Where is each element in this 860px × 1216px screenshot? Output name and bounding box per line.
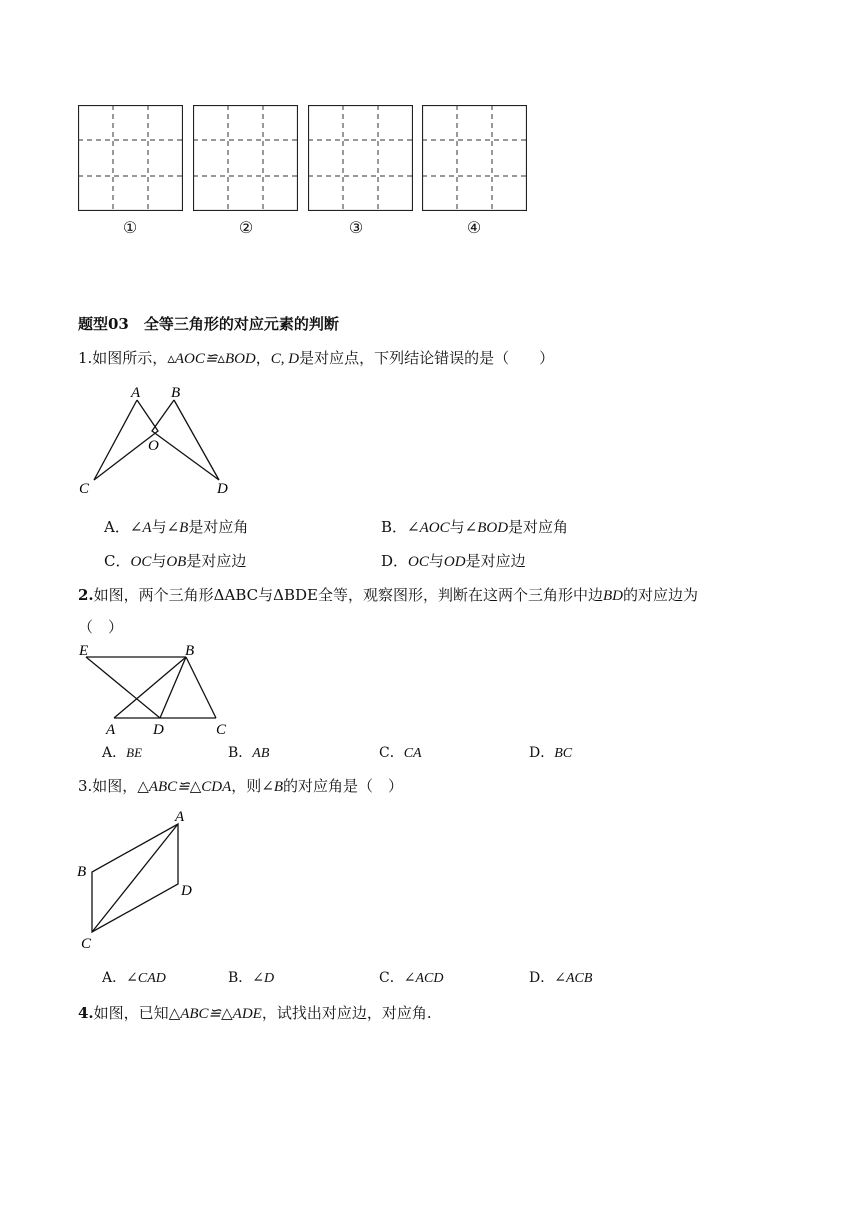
q1-option-c-term2: OB [166,554,187,570]
q1-option-b-letter: B． [381,518,408,536]
q3-label-d: D [181,883,192,899]
q2-text1: 如图，两个三角形ΔABC与ΔBDE全等，观察图形，判断在这两个三角形中边 [93,586,603,604]
q1-suffix: 是对应点，下列结论错误的是（ ） [299,349,555,367]
q3-option-a-letter: A． [102,970,127,986]
q1-option-c-conj: 与 [151,552,167,570]
q3-option-b[interactable] [228,968,274,989]
q1-option-a-conj: 与 [151,518,167,536]
q3-option-c[interactable] [379,968,443,989]
q4-prefix: 如图，已知 [93,1004,169,1022]
q1-option-d-term2: OD [443,554,466,570]
q2-number: 2. [78,586,94,604]
q1-option-a-term1: ∠A [129,520,152,536]
q3-angle: ∠B [261,779,284,795]
q2-option-c-letter: C． [379,745,404,761]
q1-option-b-term1: ∠AOC [407,520,450,536]
q1-label-b: B [171,385,181,401]
q1-label-d: D [217,481,228,497]
q2-option-b-letter: B． [228,745,253,761]
grid-figure-3 [308,105,413,211]
q3-label-a: A [175,809,185,825]
q1-figure [74,380,244,500]
q3-option-c-value: ∠ACD [403,971,444,986]
q2-option-b-value: AB [252,746,270,761]
q3-option-b-letter: B． [228,970,253,986]
q2-figure [74,642,244,737]
q2-text2: 的对应边为 [622,586,698,604]
question-2-stem [78,585,698,606]
q3-option-d-letter: D． [529,970,555,986]
grid-figure-2 [193,105,298,211]
q2-option-a-value: BE [126,745,143,760]
grid-figure-4 [422,105,527,211]
q2-option-c-value: CA [403,746,422,761]
q3-mid: ，则 [231,777,262,795]
question-3-stem [78,776,403,797]
grid-figure-1 [78,105,183,211]
q1-option-b-term2: ∠BOD [464,520,509,536]
q3-option-a-value: ∠CAD [126,971,166,986]
q3-prefix: 3.如图， [78,777,138,795]
q4-suffix: ，试找出对应边，对应角. [261,1004,432,1022]
q1-option-c-term1: OC [130,554,152,570]
q3-label-c: C [81,936,92,952]
q1-option-a-letter: A． [104,518,130,536]
q1-prefix: 1.如图所示， [78,349,168,367]
grid-label-3: ③ [348,218,364,237]
q2-label-d: D [153,722,164,737]
q1-label-a: A [131,385,141,401]
q2-option-d[interactable] [529,743,572,764]
triangle-bod [152,400,219,480]
question-1-stem [78,348,554,369]
q4-congruence: △ABC≌△ADE [168,1006,262,1022]
q3-option-a[interactable] [102,968,166,989]
q3-congruence: △ABC≌△CDA [137,779,232,795]
q2-var: BD [602,588,623,604]
q1-option-c-letter: C． [104,552,131,570]
q1-option-b[interactable] [381,517,568,538]
q1-mid: ， [255,349,271,367]
q2-option-a[interactable] [102,743,142,763]
q3-label-b: B [77,864,87,880]
q3-option-b-value: ∠D [252,971,275,986]
q1-option-b-tail: 是对应角 [508,518,569,536]
grid-label-1: ① [122,218,138,237]
question-2-bracket: （ ） [78,618,124,636]
q1-option-d-conj: 与 [428,552,444,570]
grid-label-2: ② [238,218,254,237]
q2-label-b: B [185,643,195,659]
q2-label-c: C [216,722,227,737]
q1-option-a-tail: 是对应角 [188,518,249,536]
q1-option-c[interactable] [104,551,246,572]
q2-option-c[interactable] [379,743,422,764]
q3-option-d-value: ∠ACB [554,971,593,986]
q1-option-d-term1: OC [408,554,429,570]
q3-figure [74,806,214,954]
q1-option-d-tail: 是对应边 [465,552,526,570]
q2-option-a-letter: A． [102,745,127,761]
section-title: 题型03 全等三角形的对应元素的判断 [78,315,339,333]
q1-option-d-letter: D． [381,552,409,570]
q1-option-a[interactable] [104,517,248,538]
grid-label-4: ④ [466,218,482,237]
q1-option-d[interactable] [381,551,526,572]
q2-option-d-value: BC [554,746,573,761]
q1-option-a-term2: ∠B [166,520,189,536]
q3-suffix: 的对应角是（ ） [283,777,404,795]
q2-option-d-letter: D． [529,745,555,761]
q1-option-c-tail: 是对应边 [186,552,247,570]
q4-number: 4. [78,1004,94,1022]
q3-option-c-letter: C． [379,970,404,986]
q2-option-b[interactable] [228,743,269,764]
q1-label-o: O [148,438,159,454]
q3-option-d[interactable] [529,968,592,989]
question-4-stem [78,1003,432,1024]
q1-label-c: C [79,481,90,497]
q1-congruence: ▵AOC≌▵BOD [167,351,256,367]
q1-option-b-conj: 与 [449,518,465,536]
q2-label-a: A [106,722,116,737]
q1-points: C, D [270,351,300,367]
q2-label-e: E [79,643,89,659]
